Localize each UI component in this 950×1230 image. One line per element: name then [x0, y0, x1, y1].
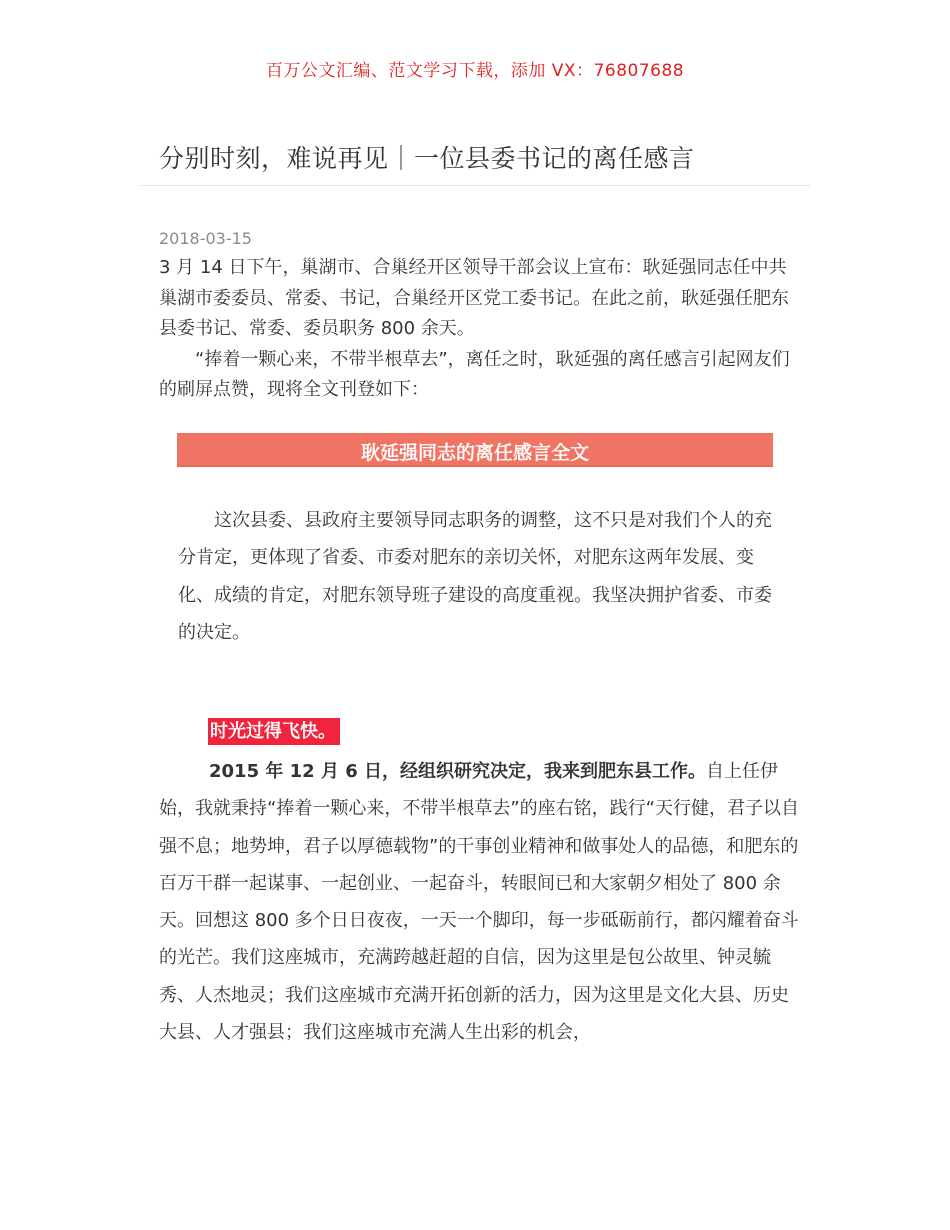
title-divider [140, 185, 810, 186]
speech-body [159, 753, 799, 1051]
article-title: 分别时刻，难说再见｜一位县委书记的离任感言 [159, 144, 695, 173]
speech-paragraph-rest: 自上任伊始，我就秉持“捧着一颗心来，不带半根草去”的座右铭，践行“天行健，君子以自强不息；地势坤，君子以厚德载物”的干事创业精神和做事处人的品德，和肥东的百万干群一起谋事、一起创业、一起奋斗，转眼间已和大家朝夕相处了 800 余天。回想这 800 多个日日夜夜，一天一个脚印，每一步砥砺前行，都闪耀着奋斗的光芒。我们这座城市，充满跨越赶超的自信，因为这里是包公故里、钟灵毓秀、人杰地灵；我们这座城市充满开拓创新的活力，因为这里是文化大县、历史大县、人才强县；我们这座城市充满人生出彩的机会， [159, 761, 799, 1044]
speech-title-banner: 耿延强同志的离任感言全文 [177, 433, 773, 467]
article-intro [159, 253, 799, 406]
section-heading: 时光过得飞快。 [208, 718, 340, 745]
intro-paragraph-2: “捧着一颗心来，不带半根草去”，离任之时，耿延强的离任感言引起网友们的刷屏点赞，现将全文刊登如下： [159, 348, 790, 400]
speech-paragraph-lead: 2015 年 12 月 6 日，经组织研究决定，我来到肥东县工作。 [209, 761, 707, 782]
watermark-banner: 百万公文汇编、范文学习下载，添加 VX：76807688 [265, 61, 685, 81]
speech-paragraph [159, 753, 799, 1051]
speech-opening-paragraph: 这次县委、县政府主要领导同志职务的调整，这不只是对我们个人的充分肯定，更体现了省委、市委对肥东的亲切关怀，对肥东这两年发展、变化、成绩的肯定，对肥东领导班子建设的高度重视。我坚决拥护省委、市委的决定。 [178, 510, 772, 643]
article-date: 2018-03-15 [159, 229, 252, 248]
speech-opening-block [178, 502, 783, 651]
intro-paragraph-1: 3 月 14 日下午，巢湖市、合巢经开区领导干部会议上宣布：耿延强同志任中共巢湖市委委员、常委、书记，合巢经开区党工委书记。在此之前，耿延强任肥东县委书记、常委、委员职务 800 余天。 [159, 257, 789, 339]
